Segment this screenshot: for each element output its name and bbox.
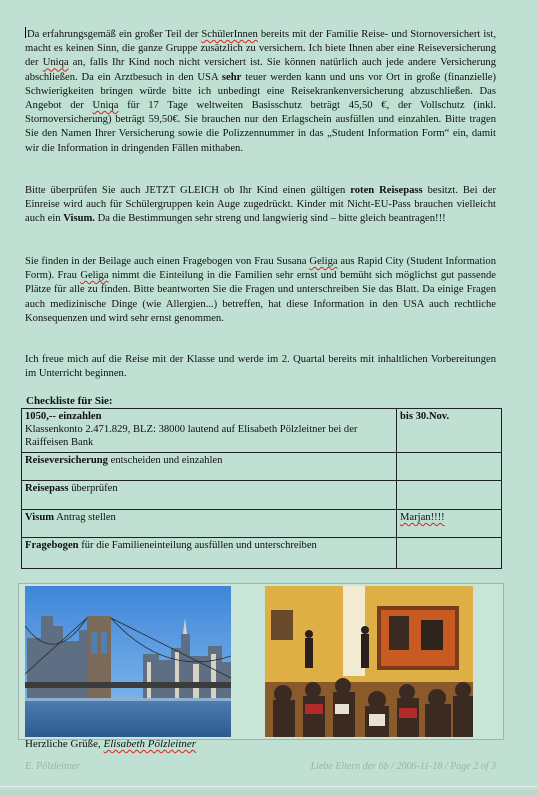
table-cell: Marjan!!!! — [397, 510, 502, 538]
table-cell: bis 30.Nov. — [397, 409, 502, 453]
page-divider — [0, 786, 538, 787]
bold-text: sehr — [221, 71, 242, 83]
signature-name: Elisabeth Pölzleitner — [103, 738, 197, 750]
checklist-title: Checkliste für Sie: — [26, 395, 113, 407]
photo-frame — [18, 583, 504, 740]
table-row — [22, 453, 502, 481]
table-cell — [397, 481, 502, 510]
table-row — [22, 538, 502, 569]
table-cell — [397, 453, 502, 481]
footer-page-info: Liebe Eltern der 6b / 2006-11-18 / Page 2 of 3 — [310, 761, 496, 772]
table-cell — [397, 538, 502, 569]
text-cursor — [25, 27, 26, 38]
greeting: Herzliche Grüße, Elisabeth Pölzleitner — [25, 738, 197, 750]
table-row — [22, 481, 502, 510]
table-row — [22, 510, 502, 538]
paragraph-questionnaire: Sie finden in der Beilage auch einen Fragebogen von Frau Susana Geliga aus Rapid City (Student Information Form). Frau Geliga nimmt die Einteilung in die Familien sehr ernst und bemüht sich möglichst gut passende Plätze für alle zu finden. Bitte beantworten Sie die Fragen und unterschreiben Sie das Blatt. Da einige Fragen auch medizinische Dinge (wie Allergien...) betreffen, hat diese Information in den USA auch rechtliche Konsequenzen und wird sehr ernst genommen. — [25, 256, 496, 324]
table-cell: 1050,-- einzahlen Klassenkonto 2.471.829, BLZ: 38000 lautend auf Elisabeth Pölzleitner bei der Raiffeisen Bank — [22, 409, 397, 453]
brooklyn-bridge-photo — [25, 586, 231, 737]
spellcheck-word: Geliga — [80, 270, 109, 282]
spellcheck-word: Geliga — [309, 256, 338, 267]
page-bottom-band — [0, 790, 538, 796]
spellcheck-word: Uniqa — [42, 57, 69, 69]
bold-text: Visum. — [63, 213, 95, 225]
paragraph-insurance: Da erfahrungsgemäß ein großer Teil der SchülerInnen bereits mit der Familie Reise- und Stornoversichert ist, macht es keinen Sinn, die ganze Gruppe zusätzlich zu versichern. Ich biete Ihnen aber eine Reiseversicherung der Uniqa an, falls Ihr Kind noch nicht versichert ist. Sie können natürlich auch jede andere Versicherung abschließen. Da ein Arztbesuch in den USA sehr teuer werden kann und uns vor Ort in große (finanzielle) Schwierigkeiten bringen würde bitte ich unbedingt eine Reisekrankenversicherung abzuschließen. Das Angebot der Uniqa für 17 Tage weltweiten Basisschutz beträgt 45,50 €, der Vollschutz (inkl. Stornoversicherung) beträgt 59,50€. Sie brauchen nur den Erlagschein ausfüllen und einzahlen. Bitte tragen Sie den Namen Ihrer Versicherung sowie die Polizzennummer in das „Student Information Form“ ein, damit wir die Information in dringenden Fällen mithaben. — [25, 29, 496, 154]
paragraph-passport: Bitte überprüfen Sie auch JETZT GLEICH ob Ihr Kind einen gültigen roten Reisepass besitzt. Bei der Einreise wird auch für Schülergruppen kein Auge zugedrückt. Kinder mit Nicht-EU-Pass brauchen vielleicht auch ein Visum. Da die Bestimmungen sehr streng und langwierig sind – bitte gleich beantragen!!! — [25, 185, 496, 225]
paragraph-closing: Ich freue mich auf die Reise mit der Klasse und werde im 2. Quartal bereits mit inhaltlichen Vorbereitungen im Unterricht beginnen. — [25, 354, 496, 380]
table-cell: Fragebogen für die Familieneinteilung ausfüllen und unterschreiben — [22, 538, 397, 569]
museum-gallery-photo — [265, 586, 473, 737]
spellcheck-word: Uniqa — [92, 100, 119, 112]
table-cell: Reisepass überprüfen — [22, 481, 397, 510]
table-cell: Reiseversicherung entscheiden und einzahlen — [22, 453, 397, 481]
spellcheck-word: SchülerInnen — [201, 29, 258, 40]
table-cell: Visum Antrag stellen — [22, 510, 397, 538]
checklist-table — [21, 408, 502, 569]
table-row — [22, 409, 502, 453]
footer-author: E. Pölzleitner — [25, 761, 80, 772]
bold-text: roten Reisepass — [350, 185, 423, 196]
